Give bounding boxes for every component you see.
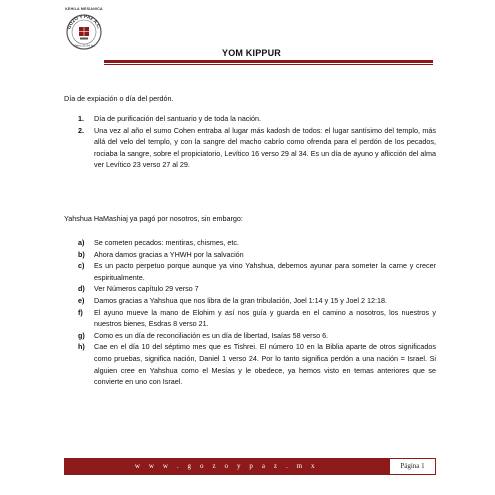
list-item-text: Una vez al año el sumo Cohen entraba al lugar más kadosh de todos: el lugar santísimo del templo, más allá del velo del templo, y con la sangre del macho cabrío como ofrenda para el perdón de los pecados, rociaba la sangre, sobre el propiciatorio, Levítico 16 verso 29 al 34. Es un día de ayuno y aflicción del alma ver Levítico 23 verso 27 al 29. bbox=[94, 125, 436, 170]
intro-paragraph: Día de expiación o día del perdón. bbox=[64, 94, 174, 103]
numbered-list bbox=[78, 113, 436, 171]
logo-bottom-text: Mateo 25:34 Isa bbox=[73, 43, 95, 48]
list-marker: g) bbox=[78, 330, 85, 340]
list-item bbox=[78, 295, 436, 307]
list-marker: b) bbox=[78, 249, 85, 259]
list-item-text: Ver Números capítulo 29 verso 7 bbox=[94, 284, 199, 294]
list-item bbox=[78, 283, 436, 295]
list-item bbox=[78, 307, 436, 330]
lettered-list bbox=[78, 237, 436, 388]
list-item-text: Se cometen pecados: mentiras, chismes, etc. bbox=[94, 238, 240, 247]
list-item bbox=[78, 330, 436, 342]
header-divider bbox=[104, 60, 433, 66]
gozo-y-paz-logo bbox=[64, 10, 104, 56]
page-title: YOM KIPPUR bbox=[222, 48, 282, 58]
list-marker: a) bbox=[78, 238, 85, 247]
list-item bbox=[78, 113, 436, 125]
list-item-text: Cae en el día 10 del séptimo mes que es Tishrei. El número 10 en la Biblia aparte de otros significados como pruebas, significa nación, Daniel 1 verso 24. Por lo tanto significa perdón a una nación = Israel. Si alguien cree en Yahshua como el Mesías y le obedece, ya hemos visto en temas anteriores que se convierte en uno con Israel. bbox=[94, 342, 436, 387]
list-marker: c) bbox=[78, 261, 85, 271]
list-item-text: El ayuno mueve la mano de Elohim y así nos guía y guarda en el camino a nosotros, los nuestros y nuestros bienes, Esdras 8 verso 21. bbox=[94, 307, 436, 329]
list-marker: e) bbox=[78, 295, 85, 305]
list-item-text: Día de purificación del santuario y de toda la nación. bbox=[94, 114, 262, 123]
page-footer bbox=[64, 458, 434, 475]
list-item-text: Damos gracias a Yahshua que nos libra de la gran tribulación, Joel 1:14 y 15 y Joel 2 12:18. bbox=[94, 295, 388, 305]
list-marker: h) bbox=[78, 342, 85, 352]
page-number: Página 1 bbox=[389, 458, 436, 475]
list-item-text: Ahora damos gracias a YHWH por la salvación bbox=[94, 249, 244, 259]
list-marker: 2. bbox=[78, 125, 84, 135]
list-marker: d) bbox=[78, 284, 85, 294]
website-banner[interactable]: w w w . g o z o y p a z . m x bbox=[64, 458, 389, 475]
list-item bbox=[78, 125, 436, 171]
logo-top-text: KEHILA MESIANICA bbox=[65, 7, 103, 11]
list-marker: 1. bbox=[78, 114, 84, 123]
list-item bbox=[78, 249, 436, 261]
list-item bbox=[78, 237, 436, 249]
section-intro: Yahshua HaMashiaj ya pagó por nosotros, sin embargo: bbox=[64, 214, 243, 223]
list-item-text: Como es un día de reconciliación es un día de libertad, Isaías 58 verso 6. bbox=[94, 330, 329, 340]
list-marker: f) bbox=[78, 307, 83, 317]
list-item-text: Es un pacto perpetuo porque aunque ya vino Yahshua, debemos ayunar para someter la carne y crecer espiritualmente. bbox=[94, 261, 436, 282]
logo-ring-text: GOZO Y PAZ A.C. bbox=[66, 13, 102, 30]
list-item bbox=[78, 260, 436, 283]
list-item bbox=[78, 341, 436, 387]
